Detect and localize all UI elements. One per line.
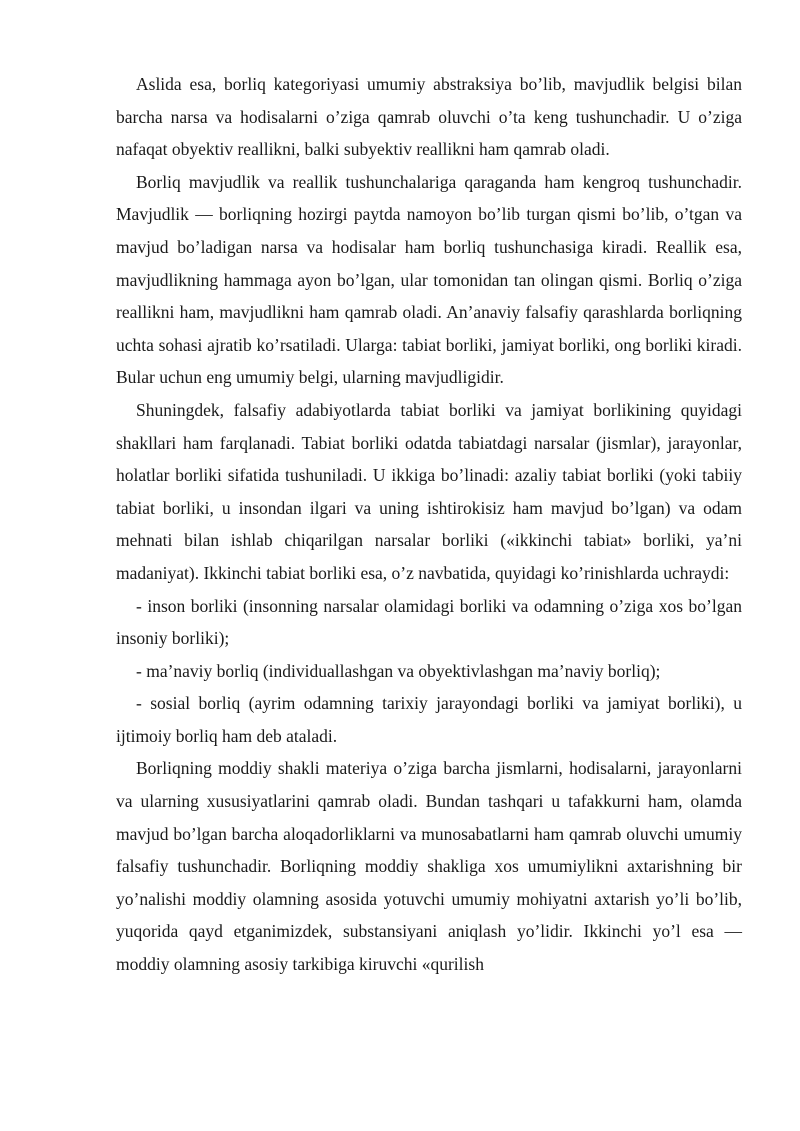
- paragraph: Borliqning moddiy shakli materiya o’ziga barcha jismlarni, hodisalarni, jarayonlarni va ularning xususiyatlarini qamrab oladi. Bundan tashqari u tafakkurni ham, olamda mavjud bo’lgan barcha aloqadorliklarni va munosabatlarni ham qamrab oluvchi umumiy falsafiy tushunchadir. Borliqning moddiy shakliga xos umumiylikni axtarishning bir yo’nalishi moddiy olamning asosida yotuvchi umumiy mohiyatni axtarish yo’li bo’lib, yuqorida qayd etganimizdek, substansiyani aniqlash yo’lidir. Ikkinchi yo’l esa — moddiy olamning asosiy tarkibiga kiruvchi «qurilish: [116, 758, 742, 975]
- paragraph: Shuningdek, falsafiy adabiyotlarda tabiat borliki va jamiyat borlikining quyidagi shakllari ham farqlanadi. Tabiat borliki odatda tabiatdagi narsalar (jismlar), jarayonlar, holatlar borliki sifatida tushuniladi. U ikkiga bo’linadi: azaliy tabiat borliki (yoki tabiiy tabiat borliki, u insondan ilgari va uning ishtirokisiz ham mavjud bo’lgan) va odam mehnati bilan ishlab chiqarilgan narsalar borliki («ikkinchi tabiat» borliki, ya’ni madaniyat). Ikkinchi tabiat borliki esa, o’z navbatida, quyidagi ko’rinishlarda uchraydi:: [116, 399, 742, 583]
- paragraph: Aslida esa, borliq kategoriyasi umumiy abstraksiya bo’lib, mavjudlik belgisi bilan barcha narsa va hodisalarni o’ziga qamrab oluvchi o’ta keng tushunchadir. U o’ziga nafaqat obyektiv reallikni, balki subyektiv reallikni ham qamrab oladi.: [116, 74, 742, 160]
- list-item: - inson borliki (insonning narsalar olamidagi borliki va odamning o’ziga xos bo’lgan insoniy borliki);: [116, 595, 742, 649]
- document-body: [116, 68, 742, 981]
- paragraph: Borliq mavjudlik va reallik tushunchalariga qaraganda ham kengroq tushunchadir. Mavjudlik — borliqning hozirgi paytda namoyon bo’lib turgan qismi bo’lib, o’tgan va mavjud bo’ladigan narsa va hodisalar ham borliq tushunchasiga kiradi. Reallik esa, mavjudlikning hammaga ayon bo’lgan, ular tomonidan tan olingan qismi. Borliq o’ziga reallikni ham, mavjudlikni ham qamrab oladi. An’anaviy falsafiy qarashlarda borliqning uchta sohasi ajratib ko’rsatiladi. Ularga: tabiat borliki, jamiyat borliki, ong borliki kiradi. Bular uchun eng umumiy belgi, ularning mavjudligidir.: [116, 171, 742, 388]
- list-item: - sosial borliq (ayrim odamning tarixiy jarayondagi borliki va jamiyat borliki), u ijtimoiy borliq ham deb ataladi.: [116, 693, 742, 746]
- list-item: - ma’naviy borliq (individuallashgan va obyektivlashgan ma’naviy borliq);: [136, 660, 661, 681]
